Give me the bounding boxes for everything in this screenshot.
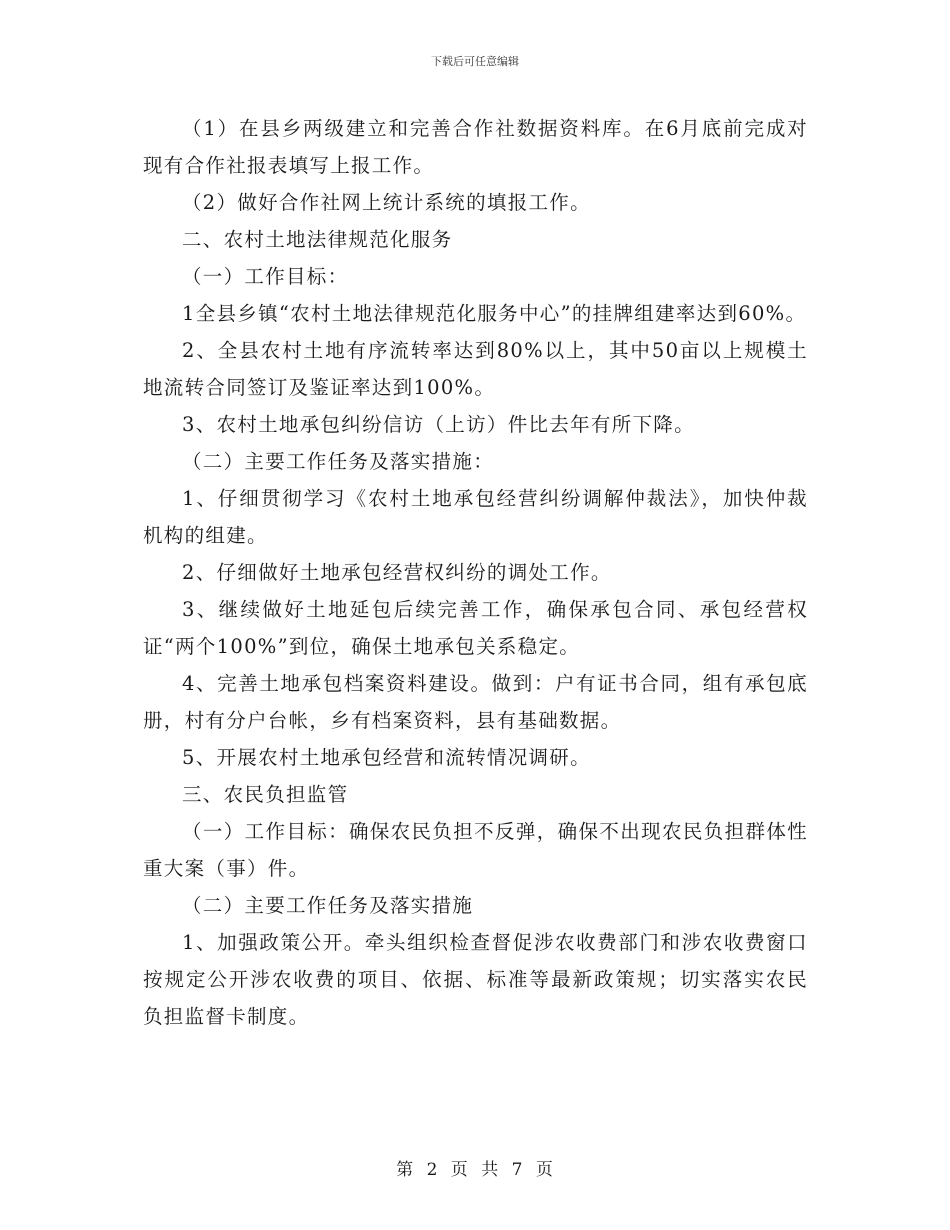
paragraph: 3、农村土地承包纠纷信访（上访）件比去年有所下降。 [182, 413, 695, 436]
subsection-heading: （二）主要工作任务及落实措施： [182, 450, 495, 473]
subsection-heading: （二）主要工作任务及落实措施 [182, 894, 474, 917]
paragraph: 1、仔细贯彻学习《农村土地承包经营纠纷调解仲裁法》，加快仲裁机构的组建。 [143, 487, 808, 547]
footer-ye2: 页 [535, 1160, 554, 1180]
paragraph: 3、继续做好土地延包后续完善工作，确保承包合同、承包经营权证“两个100%”到位，确保土地承包关系稳定。 [143, 598, 808, 658]
page-footer [0, 1155, 950, 1180]
section-heading: 二、农村土地法律规范化服务 [182, 228, 453, 251]
footer-ye: 页 [450, 1160, 469, 1180]
paragraph: （1）在县乡两级建立和完善合作社数据资料库。在6月底前完成对现有合作社报表填写上报工作。 [143, 117, 808, 177]
subsection-heading: （一）工作目标： [182, 265, 349, 288]
paragraph: 2、仔细做好土地承包经营权纠纷的调处工作。 [182, 561, 612, 584]
footer-gong: 共 [481, 1160, 500, 1180]
paragraph: （2）做好合作社网上统计系统的填报工作。 [182, 191, 591, 214]
paragraph: 1、加强政策公开。牵头组织检查督促涉农收费部门和涉农收费窗口按规定公开涉农收费的项目、依据、标准等最新政策规；切实落实农民负担监督卡制度。 [143, 931, 808, 1028]
section-heading: 三、农民负担监管 [182, 783, 349, 806]
paragraph: 2、全县农村土地有序流转率达到80%以上，其中50亩以上规模土地流转合同签订及鉴证率达到100%。 [143, 339, 808, 399]
document-body [143, 110, 808, 1035]
footer-di: 第 [396, 1160, 415, 1180]
paragraph: 5、开展农村土地承包经营和流转情况调研。 [182, 746, 591, 769]
footer-page-number: 2 [426, 1160, 439, 1180]
paragraph: 4、完善土地承包档案资料建设。做到：户有证书合同，组有承包底册，村有分户台帐，乡有档案资料，县有基础数据。 [143, 672, 808, 732]
paragraph: （一）工作目标：确保农民负担不反弹，确保不出现农民负担群体性重大案（事）件。 [143, 820, 808, 880]
page-header-note: 下载后可任意编辑 [431, 55, 519, 68]
footer-total-pages: 7 [511, 1160, 524, 1180]
paragraph: 1全县乡镇“农村土地法律规范化服务中心”的挂牌组建率达到60%。 [182, 302, 807, 325]
